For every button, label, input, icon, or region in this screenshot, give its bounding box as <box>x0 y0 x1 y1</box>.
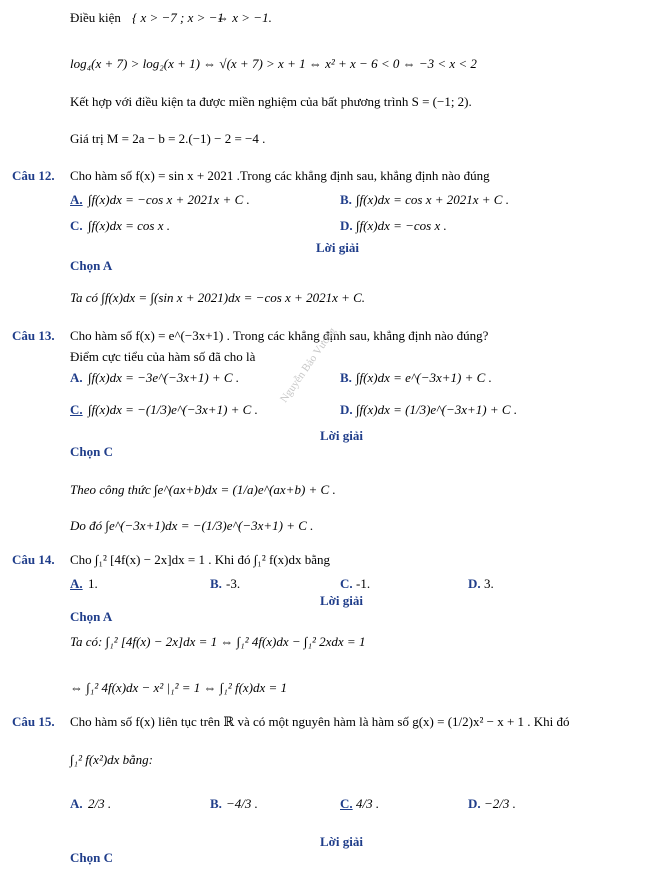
question-text-14: Cho ∫₁² [4f(x) − 2x]dx = 1 . Khi đó ∫₁² f(x)dx bằng <box>70 552 330 567</box>
answer-choice-15: Chọn C <box>70 850 113 865</box>
option-key-13c: C. <box>70 402 83 417</box>
question-text-15: Cho hàm số f(x) liên tục trên ℝ và có một nguyên hàm là hàm số g(x) = (1/2)x² − x + 1 . Khi đó <box>70 714 570 729</box>
author-watermark: Nguyễn Bảo Vương <box>278 325 339 405</box>
combine-line: Kết hợp với điều kiện ta được miền nghiệm của bất phương trình S = (−1; 2). <box>70 94 472 109</box>
value-line: Giá trị M = 2a − b = 2.(−1) − 2 = −4 . <box>70 131 266 146</box>
option-15b: −4/3 . <box>226 796 258 811</box>
log-inequality: log₄(x + 7) > log₂(x + 1) ⇔ √(x + 7) > x + 1 ⇔ x² + x − 6 < 0 ⇔ −3 < x < 2 <box>70 56 477 71</box>
option-key-12b: B. <box>340 192 352 207</box>
question-label-15: Câu 15. <box>12 714 55 729</box>
solution-14-line1: Ta có: ∫₁² [4f(x) − 2x]dx = 1 ⇔ ∫₁² 4f(x)dx − ∫₁² 2xdx = 1 <box>70 634 366 649</box>
option-key-13a: A. <box>70 370 83 385</box>
answer-choice-12: Chọn A <box>70 258 113 273</box>
question-text-13-line2: Điểm cực tiểu của hàm số đã cho là <box>70 349 256 364</box>
solution-12: Ta có ∫f(x)dx = ∫(sin x + 2021)dx = −cos x + 2021x + C. <box>70 290 366 305</box>
option-13b: ∫f(x)dx = e^(−3x+1) + C . <box>356 370 492 385</box>
solution-14-line2: ⇔ ∫₁² 4f(x)dx − x² |₁² = 1 ⇔ ∫₁² f(x)dx = 1 <box>70 680 288 695</box>
question-text-15-line2: ∫₁² f(x²)dx bằng: <box>70 752 154 767</box>
solution-13-line1: Theo công thức ∫e^(ax+b)dx = (1/a)e^(ax+b) + C . <box>70 482 336 497</box>
option-key-14c: C. <box>340 576 353 591</box>
option-13a: ∫f(x)dx = −3e^(−3x+1) + C . <box>88 370 240 385</box>
question-text-12: Cho hàm số f(x) = sin x + 2021 .Trong các khẳng định sau, khẳng định nào đúng <box>70 168 490 183</box>
option-key-12a: A. <box>70 192 83 207</box>
option-14a: 1. <box>88 576 98 591</box>
answer-choice-14: Chọn A <box>70 609 113 624</box>
option-key-15d: D. <box>468 796 481 811</box>
option-key-12d: D. <box>340 218 353 233</box>
option-14d: 3. <box>484 576 494 591</box>
option-15a: 2/3 . <box>88 796 112 811</box>
option-key-15a: A. <box>70 796 83 811</box>
question-label-12: Câu 12. <box>12 168 55 183</box>
option-key-15c: C. <box>340 796 353 811</box>
option-12c: ∫f(x)dx = cos x . <box>88 218 170 233</box>
option-12d: ∫f(x)dx = −cos x . <box>356 218 447 233</box>
option-key-14b: B. <box>210 576 222 591</box>
option-14c: -1. <box>356 576 371 591</box>
answer-choice-13: Chọn C <box>70 444 113 459</box>
option-13d: ∫f(x)dx = (1/3)e^(−3x+1) + C . <box>356 402 518 417</box>
condition-system: { x > −7 ; x > −1 <box>132 10 224 25</box>
option-key-14d: D. <box>468 576 481 591</box>
option-12b: ∫f(x)dx = cos x + 2021x + C . <box>356 192 509 207</box>
option-key-13b: B. <box>340 370 352 385</box>
option-15d: −2/3 . <box>484 796 516 811</box>
question-label-13: Câu 13. <box>12 328 55 343</box>
option-key-14a: A. <box>70 576 83 591</box>
option-14b: -3. <box>226 576 241 591</box>
condition-label: Điều kiện <box>70 10 121 25</box>
question-label-14: Câu 14. <box>12 552 55 567</box>
option-13c: ∫f(x)dx = −(1/3)e^(−3x+1) + C . <box>88 402 258 417</box>
question-text-13: Cho hàm số f(x) = e^(−3x+1) . Trong các khẳng định sau, khẳng định nào đúng? <box>70 328 489 343</box>
solution-13-line2: Do đó ∫e^(−3x+1)dx = −(1/3)e^(−3x+1) + C . <box>70 518 314 533</box>
option-15c: 4/3 . <box>356 796 380 811</box>
solution-heading-14: Lời giải <box>320 593 363 608</box>
option-key-15b: B. <box>210 796 222 811</box>
solution-heading-15: Lời giải <box>320 834 363 849</box>
option-12a: ∫f(x)dx = −cos x + 2021x + C . <box>88 192 250 207</box>
solution-heading-13: Lời giải <box>320 428 363 443</box>
condition-result: ⇔ x > −1. <box>216 10 272 25</box>
option-key-13d: D. <box>340 402 353 417</box>
solution-heading-12: Lời giải <box>316 240 359 255</box>
option-key-12c: C. <box>70 218 83 233</box>
